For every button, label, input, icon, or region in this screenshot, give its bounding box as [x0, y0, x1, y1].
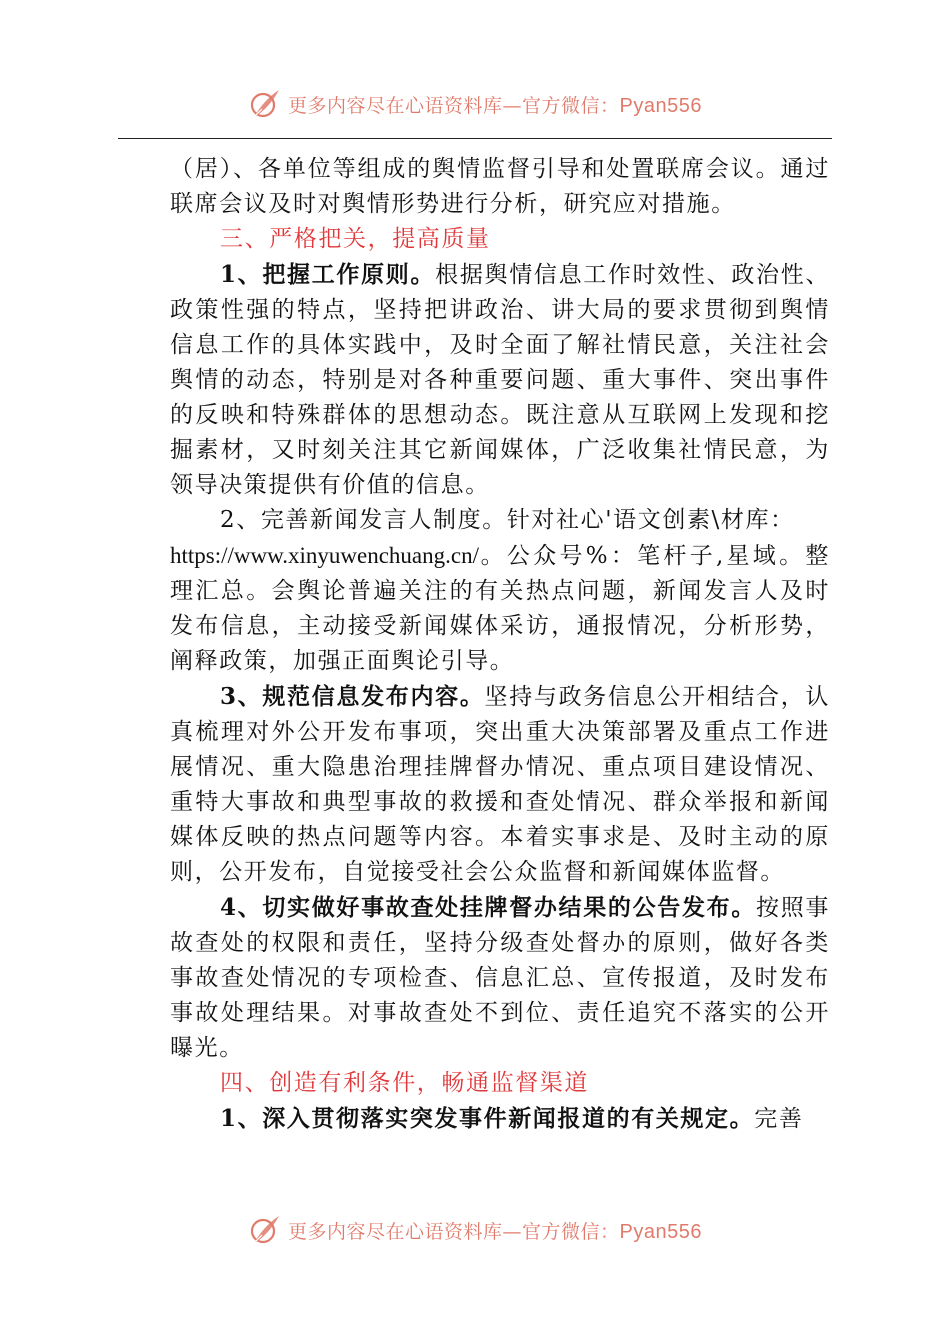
header-banner-text: 更多内容尽在心语资料库—官方微信：Pyan556 — [288, 94, 702, 117]
paragraph-spokesperson: 2、完善新闻发言人制度。针对社心'语文创素\材库： https://www.xinyuwenchuang.cn/。公众号%：笔杆子,星域。整理汇总。会舆论普遍关注的有关热点问题，新闻发言人及时发布信息，主动接受新闻媒体采访，通报情况，分析形势，阐释政策，加强正面舆论引导。 — [170, 507, 830, 674]
section-heading-3: 三、严格把关，提高质量 — [220, 226, 491, 252]
header-divider — [118, 138, 832, 139]
header-watermark-banner — [0, 84, 950, 124]
paragraph-info-release: 3、规范信息发布内容。坚持与政务信息公开相结合，认真梳理对外公开发布事项，突出重大决策部署及重点工作进展情况、重大隐患治理挂牌督办情况、重点项目建设情况、重特大事故和典型事故的救援和查处情况、群众举报和新闻媒体反映的热点问题等内容。本着实事求是、及时主动的原则，公开发布，自觉接受社会公众监督和新闻媒体监督。 — [170, 683, 830, 885]
paragraph-lead: 1、深入贯彻落实突发事件新闻报道的有关规定。 — [220, 1105, 755, 1132]
quill-logo-icon — [248, 1213, 282, 1247]
quill-logo-icon — [248, 87, 282, 121]
source-url: https://www.xinyuwenchuang.cn/ — [170, 543, 479, 568]
paragraph-accident-notice: 4、切实做好事故查处挂牌督办结果的公告发布。按照事故查处的权限和责任，坚持分级查处督办的原则，做好各类事故查处情况的专项检查、信息汇总、宣传报道，及时发布事故处理结果。对事故查处不到位、责任追究不落实的公开曝光。 — [170, 894, 830, 1061]
paragraph-continuation: （居）、各单位等组成的舆情监督引导和处置联席会议。通过联席会议及时对舆情形势进行分析，研究应对措施。 — [170, 156, 830, 217]
footer-banner-text: 更多内容尽在心语资料库—官方微信：Pyan556 — [288, 1220, 702, 1243]
document-body — [170, 152, 830, 1137]
paragraph-work-principles: 1、把握工作原则。根据舆情信息工作时效性、政治性、政策性强的特点，坚持把讲政治、讲大局的要求贯彻到舆情信息工作的具体实践中，及时全面了解社情民意，关注社会舆情的动态，特别是对各种重要问题、重大事件、突出事件的反映和特殊群体的思想动态。既注意从互联网上发现和挖掘素材，又时刻关注其它新闻媒体，广泛收集社情民意，为领导决策提供有价值的信息。 — [170, 261, 830, 498]
paragraph-lead: 3、规范信息发布内容。 — [220, 683, 485, 710]
paragraph-lead: 4、切实做好事故查处挂牌督办结果的公告发布。 — [220, 894, 757, 921]
section-heading-4: 四、创造有利条件，畅通监督渠道 — [220, 1070, 589, 1096]
paragraph-news-rules: 1、深入贯彻落实突发事件新闻报道的有关规定。完善 — [220, 1105, 804, 1132]
paragraph-lead: 1、把握工作原则。 — [220, 261, 436, 288]
footer-watermark-banner — [0, 1210, 950, 1250]
